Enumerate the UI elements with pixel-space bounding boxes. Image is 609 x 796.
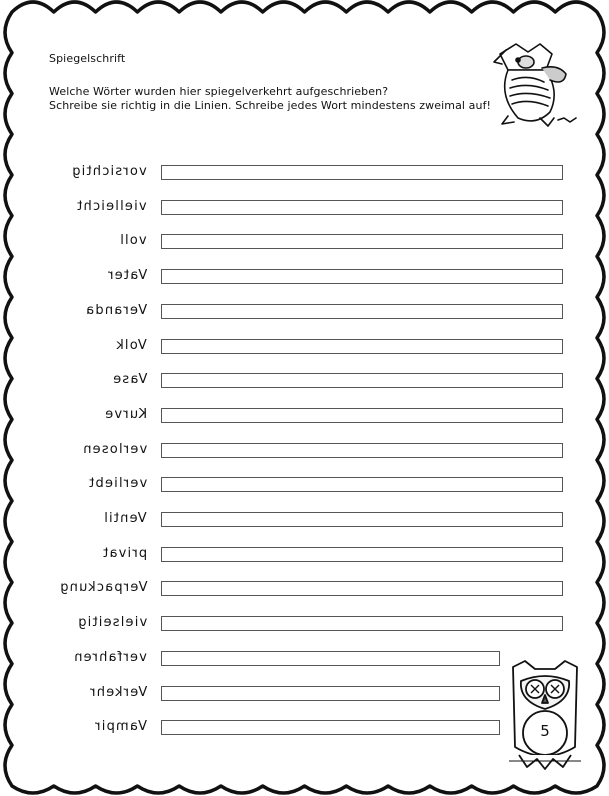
writing-line[interactable] xyxy=(161,686,500,701)
word-row xyxy=(0,198,609,218)
mirrored-word: vielleicht xyxy=(76,199,147,214)
writing-line[interactable] xyxy=(161,581,563,596)
mirrored-word: Vampir xyxy=(94,719,147,734)
writing-line[interactable] xyxy=(161,165,563,180)
writing-line[interactable] xyxy=(161,616,563,631)
writing-line[interactable] xyxy=(161,477,563,492)
word-row xyxy=(0,371,609,391)
word-row xyxy=(0,614,609,634)
word-row xyxy=(0,163,609,183)
word-row xyxy=(0,337,609,357)
word-row xyxy=(0,302,609,322)
mirrored-word: Kurve xyxy=(103,407,147,422)
instruction-line-1: Welche Wörter wurden hier spiegelverkehrt aufgeschrieben? xyxy=(49,85,389,98)
mirrored-word: Ventil xyxy=(103,511,147,526)
mirrored-word: voll xyxy=(119,233,147,248)
mirrored-word: privat xyxy=(101,546,147,561)
word-row xyxy=(0,406,609,426)
writing-line[interactable] xyxy=(161,651,500,666)
writing-line[interactable] xyxy=(161,339,563,354)
word-row xyxy=(0,545,609,565)
word-row xyxy=(0,475,609,495)
word-row xyxy=(0,510,609,530)
mirrored-word: Vase xyxy=(111,372,147,387)
writing-line[interactable] xyxy=(161,512,563,527)
mirrored-word: verfahren xyxy=(73,650,147,665)
writing-line[interactable] xyxy=(161,443,563,458)
owl-illustration-icon xyxy=(505,657,585,775)
word-row xyxy=(0,267,609,287)
writing-line[interactable] xyxy=(161,720,500,735)
mirrored-word: verlosen xyxy=(81,442,147,457)
mirrored-word: vorsichtig xyxy=(71,164,147,179)
writing-line[interactable] xyxy=(161,269,563,284)
writing-line[interactable] xyxy=(161,547,563,562)
mirrored-word: Vater xyxy=(106,268,147,283)
writing-line[interactable] xyxy=(161,408,563,423)
writing-line[interactable] xyxy=(161,304,563,319)
worksheet-title: Spiegelschrift xyxy=(49,52,126,65)
mirrored-word: Volk xyxy=(115,338,147,353)
mirrored-word: Verkehr xyxy=(88,685,147,700)
mirrored-word: Veranda xyxy=(84,303,147,318)
word-row xyxy=(0,441,609,461)
word-row xyxy=(0,579,609,599)
writing-line[interactable] xyxy=(161,200,563,215)
instruction-line-2: Schreibe sie richtig in die Linien. Schreibe jedes Wort mindestens zweimal auf! xyxy=(49,99,492,112)
mirrored-word: verliebt xyxy=(87,476,147,491)
writing-line[interactable] xyxy=(161,234,563,249)
page-number: 5 xyxy=(540,722,550,740)
writing-line[interactable] xyxy=(161,373,563,388)
mirrored-word: vielseitig xyxy=(76,615,147,630)
word-row xyxy=(0,232,609,252)
mirrored-word: Verpackung xyxy=(58,580,147,595)
penguin-illustration-icon xyxy=(488,40,580,130)
